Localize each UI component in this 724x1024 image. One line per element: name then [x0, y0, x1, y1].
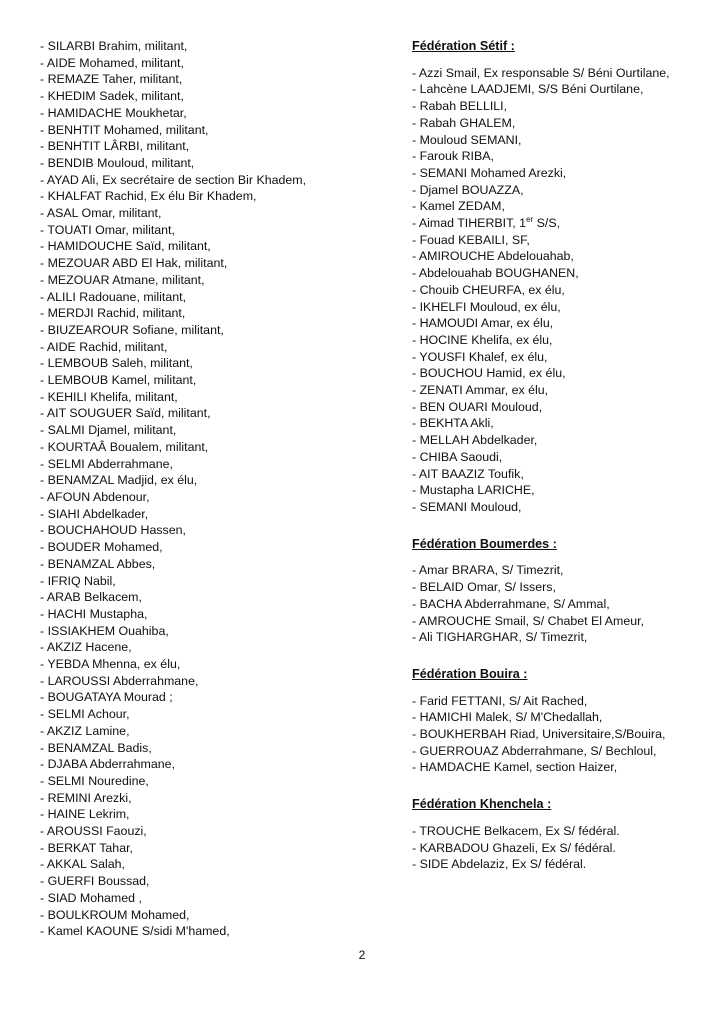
list-item: - Chouib CHEURFA, ex élu,: [412, 282, 565, 297]
list-item: - TOUATI Omar, militant,: [40, 222, 175, 237]
list-item: - SILARBI Brahim, militant,: [40, 39, 188, 53]
list-item: - LAROUSSI Abderrahmane,: [40, 673, 199, 688]
list-item: - DJABA Abderrahmane,: [40, 757, 175, 772]
list-item: - HOCINE Khelifa, ex élu,: [412, 332, 553, 347]
list-item: - BENAMZAL Madjid, ex élu,: [40, 473, 198, 488]
list-item: - BENAMZAL Badis,: [40, 740, 152, 755]
khenchela-list: [412, 823, 712, 873]
list-item: - ASAL Omar, militant,: [40, 206, 162, 221]
list-item: - BOUCHOU Hamid, ex élu,: [412, 366, 566, 381]
list-item: - HACHI Mustapha,: [40, 606, 148, 621]
list-item: - BIUZEAROUR Sofiane, militant,: [40, 322, 224, 337]
list-item: - SIDE Abdelaziz, Ex S/ fédéral.: [412, 857, 587, 872]
section-title-boumerdes: Fédération Boumerdes :: [412, 536, 557, 551]
list-item: - ISSIAKHEM Ouahiba,: [40, 623, 169, 638]
list-item: - Farid FETTANI, S/ Ait Rached,: [412, 693, 588, 708]
list-item: - SELMI Nouredine,: [40, 773, 149, 788]
list-item: - Lahcène LAADJEMI, S/S Béni Ourtilane,: [412, 82, 644, 97]
list-item: - ALILI Radouane, militant,: [40, 289, 187, 304]
boumerdes-list: [412, 562, 712, 646]
list-item: - HAMDACHE Kamel, section Haizer,: [412, 760, 618, 775]
left-name-list: [40, 38, 370, 940]
list-item: - BENHTIT Mohamed, militant,: [40, 122, 209, 137]
list-item: - AKZIZ Lamine,: [40, 723, 130, 738]
list-item: - AIDE Rachid, militant,: [40, 339, 168, 354]
list-item: - LEMBOUB Saleh, militant,: [40, 356, 193, 371]
list-item: - BENHTIT LÂRBI, militant,: [40, 139, 190, 154]
list-item: - ZENATI Ammar, ex élu,: [412, 383, 549, 398]
setif-list-continued: [412, 232, 712, 516]
list-item: - Kamel ZEDAM,: [412, 199, 505, 214]
list-item: - REMAZE Taher, militant,: [40, 72, 183, 87]
list-item: - Djamel BOUAZZA,: [412, 182, 524, 197]
list-item: - Fouad KEBAILI, SF,: [412, 232, 530, 247]
section-boumerdes: [412, 536, 712, 646]
list-item: - KEHILI Khelifa, militant,: [40, 389, 178, 404]
list-item: [412, 215, 712, 232]
list-item: - BOUCHAHOUD Hassen,: [40, 523, 186, 538]
list-item: - BERKAT Tahar,: [40, 840, 133, 855]
list-item: - AMIROUCHE Abdelouahab,: [412, 249, 574, 264]
list-item: - BENAMZAL Abbes,: [40, 556, 156, 571]
list-item: - BENDIB Mouloud, militant,: [40, 155, 195, 170]
list-item: - CHIBA Saoudi,: [412, 449, 503, 464]
list-item: - IFRIQ Nabil,: [40, 573, 116, 588]
list-item: - AIT BAAZIZ Toufik,: [412, 466, 524, 481]
list-item: - BACHA Abderrahmane, S/ Ammal,: [412, 596, 610, 611]
list-item: - ARAB Belkacem,: [40, 590, 142, 605]
section-khenchela: [412, 796, 712, 873]
left-column: [40, 38, 370, 940]
list-item: - AROUSSI Faouzi,: [40, 824, 147, 839]
list-item: - GUERFI Boussad,: [40, 874, 150, 889]
section-bouira: [412, 666, 712, 776]
list-item: - Kamel KAOUNE S/sidi M'hamed,: [40, 924, 230, 939]
list-item: - BOUDER Mohamed,: [40, 540, 163, 555]
list-item: - BEN OUARI Mouloud,: [412, 399, 543, 414]
setif-list: [412, 65, 712, 215]
list-item: - HAMICHI Malek, S/ M'Chedallah,: [412, 710, 603, 725]
superscript: er: [526, 214, 534, 224]
list-item: - SALMI Djamel, militant,: [40, 423, 177, 438]
list-item: - KARBADOU Ghazeli, Ex S/ fédéral.: [412, 840, 616, 855]
list-item: - SIAHI Abdelkader,: [40, 506, 149, 521]
list-item: - AYAD Ali, Ex secrétaire de section Bir Khadem,: [40, 172, 307, 187]
list-item: - BEKHTA Akli,: [412, 416, 494, 431]
list-item: - AIDE Mohamed, militant,: [40, 55, 184, 70]
section-setif: [412, 38, 712, 516]
list-item: - HAMIDACHE Moukhetar,: [40, 105, 187, 120]
page-number: 2: [358, 948, 366, 962]
list-item: - AFOUN Abdenour,: [40, 489, 150, 504]
list-item: - BOUGATAYA Mourad ;: [40, 690, 173, 705]
list-item: - HAINE Lekrim,: [40, 807, 130, 822]
list-item-text: - Aimad TIHERBIT, 1: [412, 216, 527, 231]
list-item-text: S/S,: [533, 216, 561, 231]
list-item: - Mustapha LARICHE,: [412, 483, 535, 498]
right-column: [412, 38, 712, 893]
list-item: - KOURTAÂ Boualem, militant,: [40, 439, 209, 454]
list-item: - KHEDIM Sadek, militant,: [40, 89, 184, 104]
list-item: - GUERROUAZ Abderrahmane, S/ Bechloul,: [412, 743, 657, 758]
list-item: - MERDJI Rachid, militant,: [40, 306, 186, 321]
section-title-setif: Fédération Sétif :: [412, 39, 515, 53]
list-item: - KHALFAT Rachid, Ex élu Bir Khadem,: [40, 189, 257, 204]
list-item: - SELMI Abderrahmane,: [40, 456, 173, 471]
list-item: - YEBDA Mhenna, ex élu,: [40, 657, 181, 672]
list-item: - Ali TIGHARGHAR, S/ Timezrit,: [412, 630, 588, 645]
list-item: - AKKAL Salah,: [40, 857, 125, 872]
section-title-bouira: Fédération Bouira :: [412, 666, 528, 681]
list-item: - Mouloud SEMANI,: [412, 132, 522, 147]
list-item: - BOULKROUM Mohamed,: [40, 907, 190, 922]
list-item: - TROUCHE Belkacem, Ex S/ fédéral.: [412, 823, 620, 838]
list-item: - BELAID Omar, S/ Issers,: [412, 580, 556, 595]
list-item: - MEZOUAR Atmane, militant,: [40, 272, 205, 287]
list-item: - IKHELFI Mouloud, ex élu,: [412, 299, 561, 314]
list-item: - LEMBOUB Kamel, militant,: [40, 373, 197, 388]
list-item: - SEMANI Mouloud,: [412, 499, 522, 514]
list-item: - Abdelouahab BOUGHANEN,: [412, 266, 579, 281]
list-item: - AKZIZ Hacene,: [40, 640, 132, 655]
list-item: - SELMI Achour,: [40, 707, 130, 722]
list-item: - Rabah BELLILI,: [412, 99, 508, 114]
list-item: - MEZOUAR ABD El Hak, militant,: [40, 256, 228, 271]
list-item: - REMINI Arezki,: [40, 790, 132, 805]
list-item: - AMROUCHE Smail, S/ Chabet El Ameur,: [412, 613, 645, 628]
list-item: - HAMOUDI Amar, ex élu,: [412, 316, 554, 331]
list-item: - Farouk RIBA,: [412, 149, 494, 164]
bouira-list: [412, 693, 712, 777]
list-item: - MELLAH Abdelkader,: [412, 433, 538, 448]
list-item: - HAMIDOUCHE Saïd, militant,: [40, 239, 211, 254]
list-item: - AIT SOUGUER Saïd, militant,: [40, 406, 211, 421]
list-item: - Rabah GHALEM,: [412, 115, 516, 130]
list-item: - BOUKHERBAH Riad, Universitaire,S/Bouira,: [412, 727, 666, 742]
list-item: - Amar BRARA, S/ Timezrit,: [412, 563, 564, 578]
list-item: - YOUSFI Khalef, ex élu,: [412, 349, 548, 364]
section-title-khenchela: Fédération Khenchela :: [412, 797, 552, 812]
list-item: - SEMANI Mohamed Arezki,: [412, 165, 567, 180]
list-item: - SIAD Mohamed ,: [40, 890, 142, 905]
list-item: - Azzi Smail, Ex responsable S/ Béni Ourtilane,: [412, 65, 670, 80]
